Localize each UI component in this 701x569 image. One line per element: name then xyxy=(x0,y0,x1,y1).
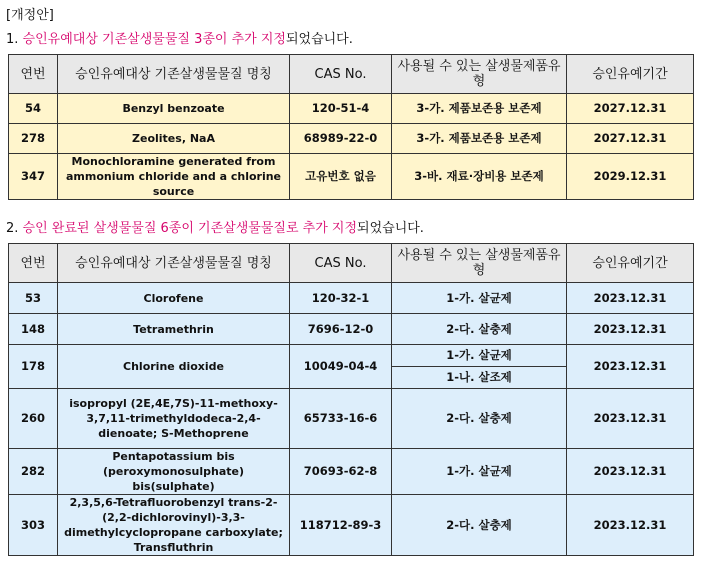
cell-name: Benzyl benzoate xyxy=(58,94,290,124)
cell-no: 282 xyxy=(9,449,58,495)
section2-heading xyxy=(6,217,424,236)
cell-period: 2023.12.31 xyxy=(567,389,694,449)
table-deferred-substances xyxy=(8,54,694,200)
table-row xyxy=(9,94,694,124)
cell-type: 1-가. 살균제 xyxy=(392,345,567,367)
section2-rest: 되었습니다. xyxy=(357,221,424,236)
cell-type: 3-바. 재료·장비용 보존제 xyxy=(392,154,567,200)
table-row xyxy=(9,283,694,314)
cell-cas: 70693-62-8 xyxy=(290,449,392,495)
cell-name: 2,3,5,6-Tetrafluorobenzyl trans-2-(2,2-dichlorovinyl)-3,3-dimethylcyclopropane carboxylate; Transfluthrin xyxy=(58,495,290,556)
cell-type: 3-가. 제품보존용 보존제 xyxy=(392,124,567,154)
cell-name: Chlorine dioxide xyxy=(58,345,290,389)
table-row xyxy=(9,314,694,345)
section1-number: 1. xyxy=(6,32,19,47)
cell-period: 2023.12.31 xyxy=(567,314,694,345)
table-row xyxy=(9,124,694,154)
header-no: 연번 xyxy=(9,55,58,94)
table-row xyxy=(9,154,694,200)
header-name: 승인유예대상 기존살생물물질 명칭 xyxy=(58,244,290,283)
cell-type: 2-다. 살충제 xyxy=(392,495,567,556)
cell-no: 260 xyxy=(9,389,58,449)
table-approved-substances xyxy=(8,243,694,556)
header-type: 사용될 수 있는 살생물제품유형 xyxy=(392,244,567,283)
cell-type: 2-다. 살충제 xyxy=(392,314,567,345)
cell-cas: 68989-22-0 xyxy=(290,124,392,154)
cell-period: 2023.12.31 xyxy=(567,283,694,314)
table-row xyxy=(9,345,694,367)
table-row xyxy=(9,449,694,495)
cell-type: 3-가. 제품보존용 보존제 xyxy=(392,94,567,124)
cell-type: 1-나. 살조제 xyxy=(392,367,567,389)
cell-cas: 고유번호 없음 xyxy=(290,154,392,200)
table-header-row xyxy=(9,55,694,94)
cell-period: 2023.12.31 xyxy=(567,345,694,389)
cell-name: Clorofene xyxy=(58,283,290,314)
cell-cas: 120-51-4 xyxy=(290,94,392,124)
cell-name: isopropyl (2E,4E,7S)-11-methoxy-3,7,11-trimethyldodeca-2,4-dienoate; S-Methoprene xyxy=(58,389,290,449)
section1-heading xyxy=(6,28,353,47)
cell-type: 1-가. 살균제 xyxy=(392,283,567,314)
header-name: 승인유예대상 기존살생물물질 명칭 xyxy=(58,55,290,94)
header-cas: CAS No. xyxy=(290,244,392,283)
cell-no: 303 xyxy=(9,495,58,556)
header-no: 연번 xyxy=(9,244,58,283)
table-header-row xyxy=(9,244,694,283)
cell-period: 2029.12.31 xyxy=(567,154,694,200)
cell-cas: 120-32-1 xyxy=(290,283,392,314)
table-row xyxy=(9,495,694,556)
cell-no: 278 xyxy=(9,124,58,154)
cell-period: 2027.12.31 xyxy=(567,94,694,124)
cell-no: 178 xyxy=(9,345,58,389)
revision-tag: [개정안] xyxy=(6,8,54,23)
section1-highlight: 승인유예대상 기존살생물물질 3종이 추가 지정 xyxy=(22,32,286,47)
cell-cas: 118712-89-3 xyxy=(290,495,392,556)
cell-no: 54 xyxy=(9,94,58,124)
cell-cas: 10049-04-4 xyxy=(290,345,392,389)
section1-rest: 되었습니다. xyxy=(285,32,353,47)
cell-cas: 7696-12-0 xyxy=(290,314,392,345)
header-cas: CAS No. xyxy=(290,55,392,94)
cell-period: 2027.12.31 xyxy=(567,124,694,154)
header-period: 승인유예기간 xyxy=(567,244,694,283)
cell-cas: 65733-16-6 xyxy=(290,389,392,449)
header-type: 사용될 수 있는 살생물제품유형 xyxy=(392,55,567,94)
header-period: 승인유예기간 xyxy=(567,55,694,94)
cell-period: 2023.12.31 xyxy=(567,495,694,556)
cell-period: 2023.12.31 xyxy=(567,449,694,495)
cell-no: 347 xyxy=(9,154,58,200)
cell-type: 1-가. 살균제 xyxy=(392,449,567,495)
cell-no: 53 xyxy=(9,283,58,314)
cell-name: Zeolites, NaA xyxy=(58,124,290,154)
cell-name: Pentapotassium bis (peroxymonosulphate) bis(sulphate) xyxy=(58,449,290,495)
cell-name: Monochloramine generated from ammonium chloride and a chlorine source xyxy=(58,154,290,200)
section2-highlight: 승인 완료된 살생물물질 6종이 기존살생물물질로 추가 지정 xyxy=(22,221,358,236)
cell-type: 2-다. 살충제 xyxy=(392,389,567,449)
section2-number: 2. xyxy=(6,221,19,236)
cell-name: Tetramethrin xyxy=(58,314,290,345)
table-row xyxy=(9,389,694,449)
cell-no: 148 xyxy=(9,314,58,345)
